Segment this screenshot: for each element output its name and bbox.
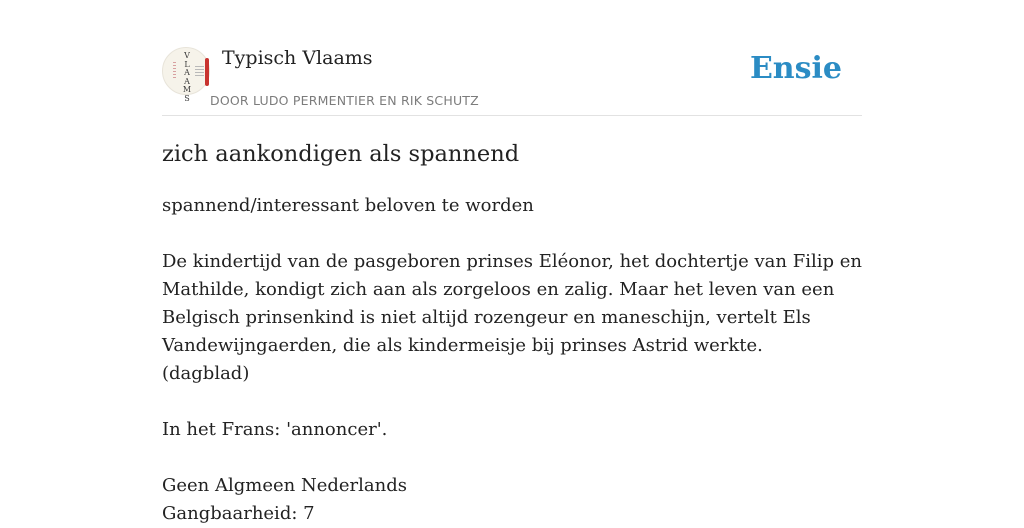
logo-decoration	[195, 66, 204, 76]
example-line: De kindertijd van de pasgeboren prinses Eléonor, het dochtertje van Filip en	[162, 251, 862, 272]
site-logo[interactable]	[162, 47, 210, 103]
example-line: Belgisch prinsenkind is niet altijd rozengeur en maneschijn, vertelt Els	[162, 307, 811, 328]
logo-lettering: V L A A M S	[182, 51, 192, 103]
author-byline: DOOR LUDO PERMENTIER EN RIK SCHUTZ	[210, 93, 479, 108]
ensie-brand-link[interactable]: Ensie	[749, 51, 842, 86]
entry-definition: spannend/interessant beloven te worden	[162, 195, 534, 216]
example-line: Mathilde, kondigt zich aan als zorgeloos en zalig. Maar het leven van een	[162, 279, 835, 300]
logo-accent	[205, 58, 209, 86]
paragraph-spacer	[162, 444, 862, 472]
site-title[interactable]: Typisch Vlaams	[222, 47, 373, 69]
entry-term: zich aankondigen als spannend	[162, 141, 520, 167]
site-header	[162, 0, 862, 116]
paragraph-spacer	[162, 388, 862, 416]
french-note: In het Frans: 'annoncer'.	[162, 419, 388, 440]
example-line: Vandewijngaerden, die als kindermeisje bij prinses Astrid werkte.	[162, 335, 763, 356]
logo-decoration	[173, 62, 176, 80]
entry-content	[162, 192, 862, 528]
usage-status: Geen Algmeen Nederlands	[162, 475, 407, 496]
example-source: (dagblad)	[162, 363, 250, 384]
paragraph-spacer	[162, 220, 862, 248]
usage-frequency: Gangbaarheid: 7	[162, 503, 315, 524]
